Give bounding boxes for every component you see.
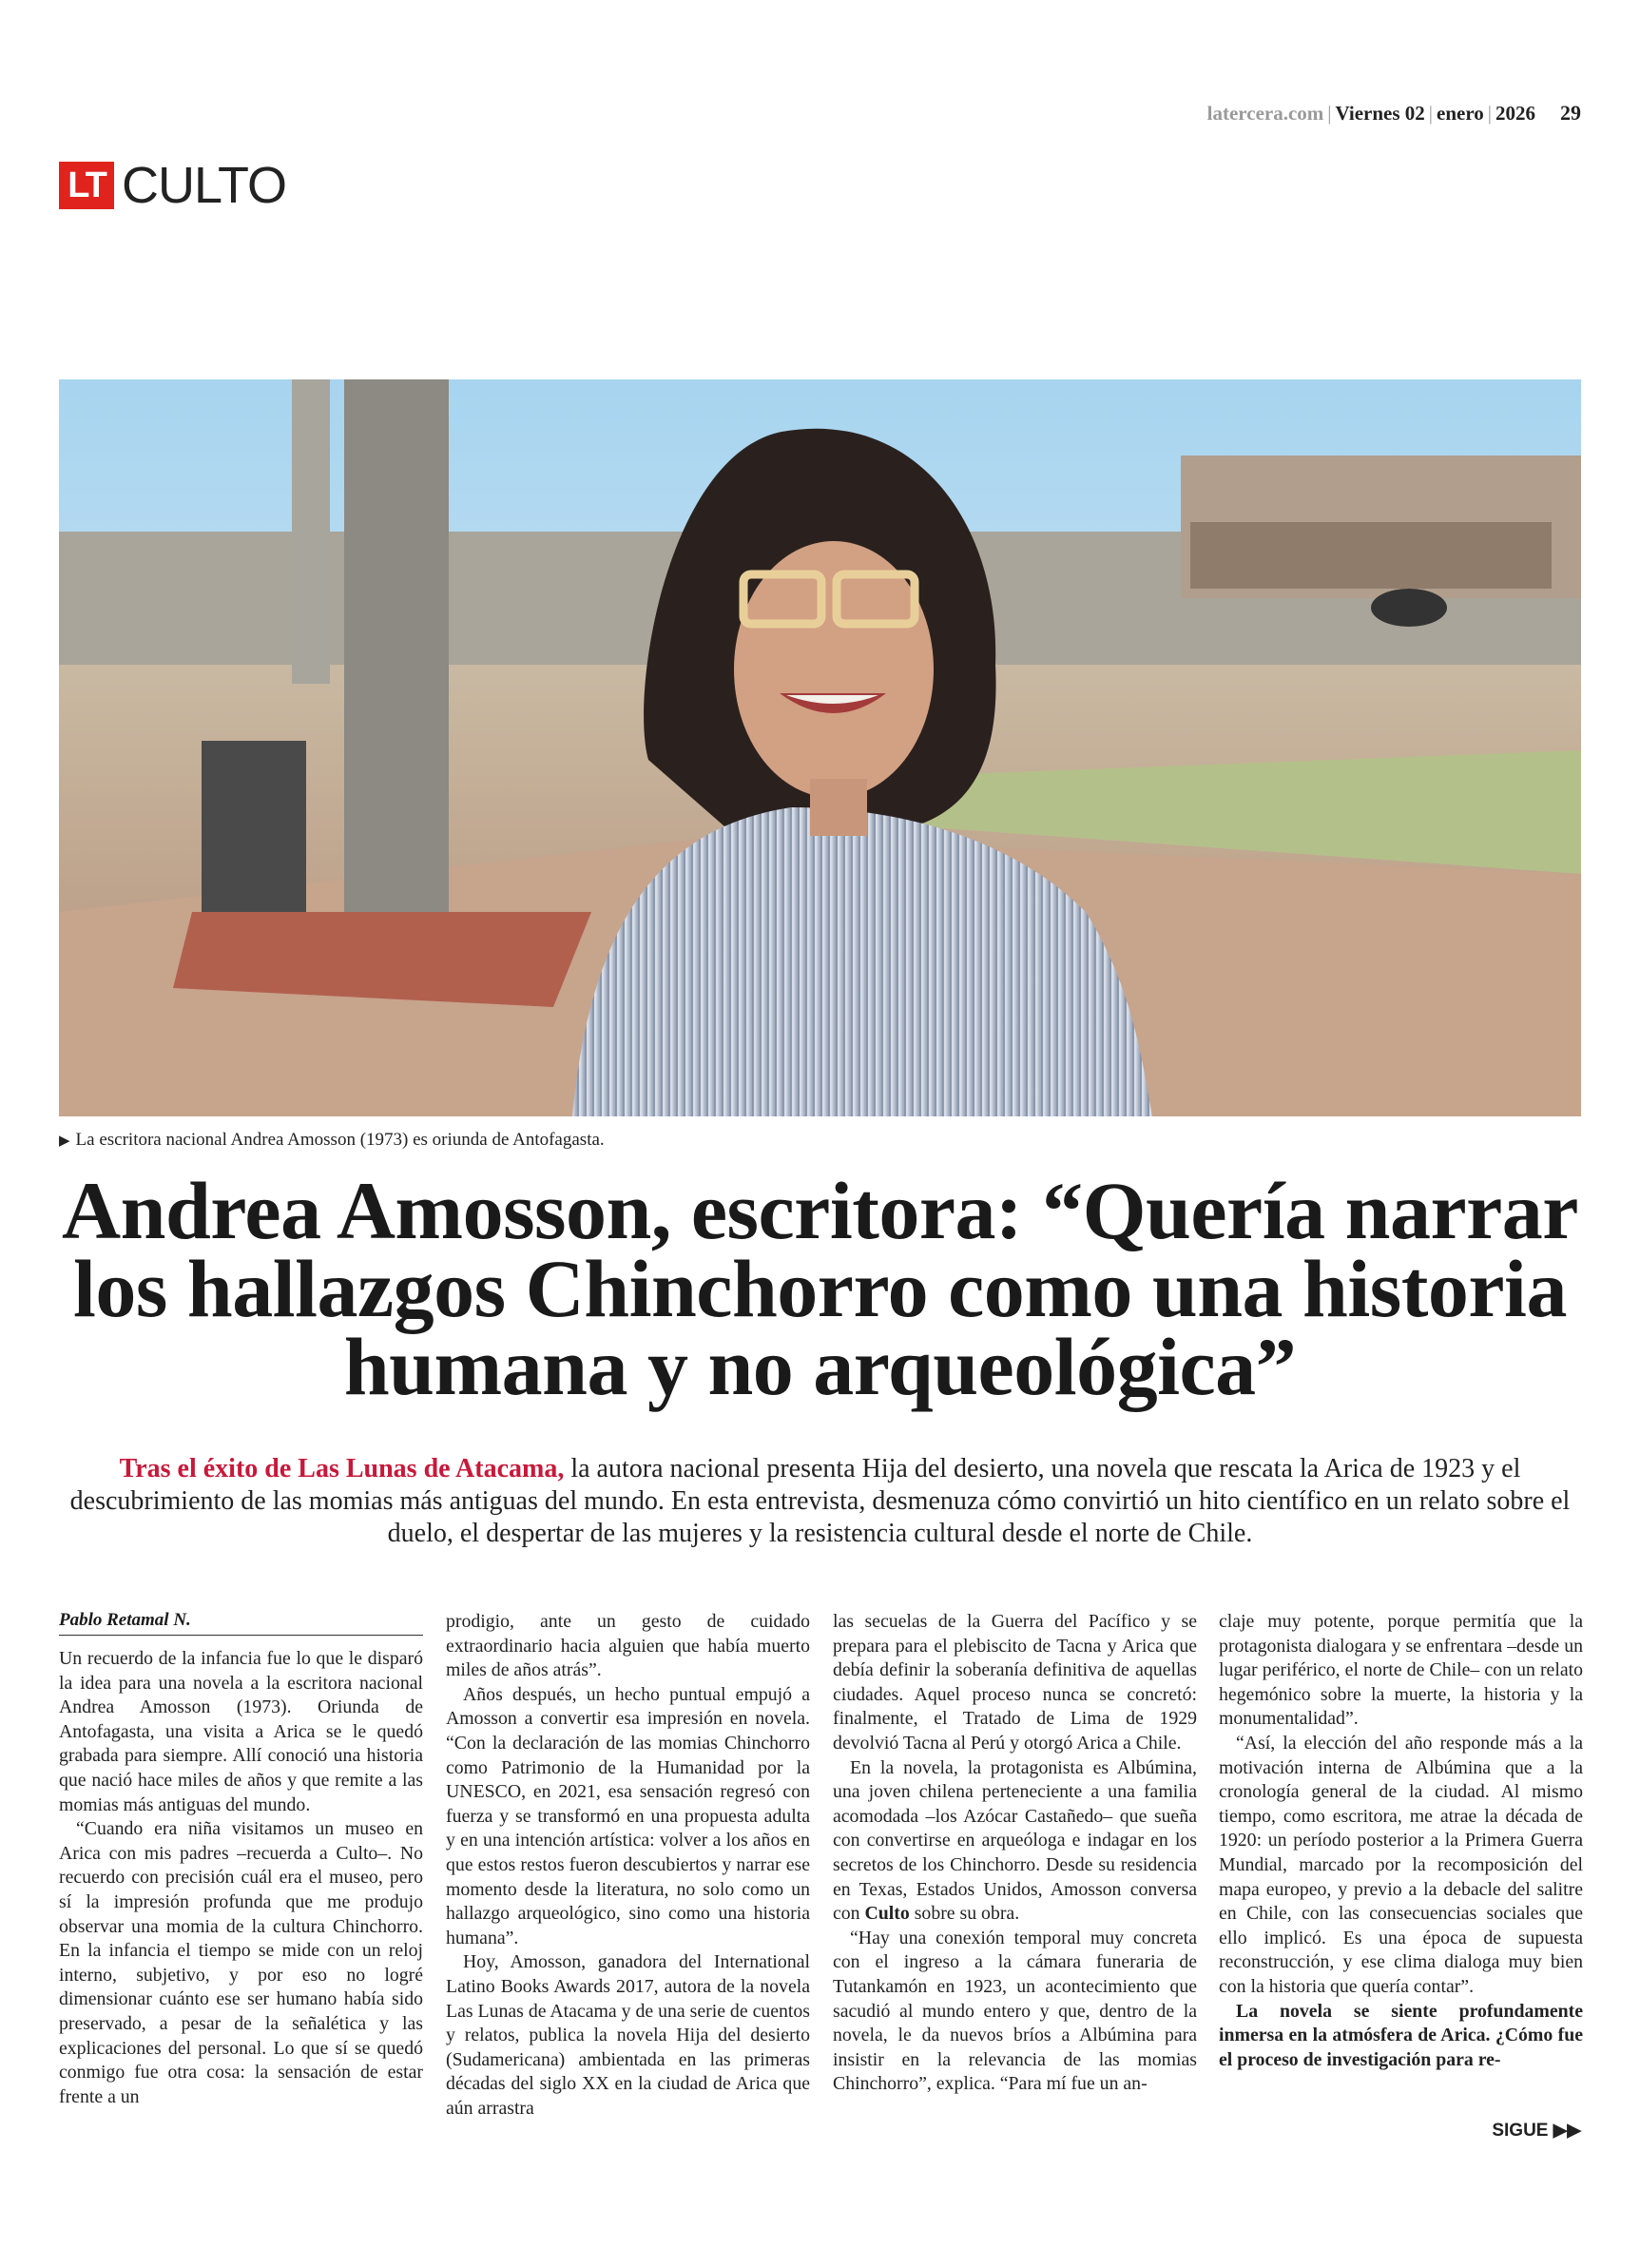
culto-mention: Culto [864,1903,910,1925]
photo-caption [59,1130,605,1151]
section-brand [59,157,287,214]
paragraph: Años después, un hecho puntual empujó a Amosson a convertir esa impresión en novela. “Con la declaración de las momias Chinchorro como Patrimonio de la Humanidad por la UNESCO, en 2021, esa sensación regresó con fuerza y se transformó en una propuesta adulta y en una intención artística: volver a los años en que estos restos fueron descubiertos y narrar ese momento desde la literatura, no solo como un hallazgo arqueológico, sino como una historia humana”. [446,1683,810,1948]
paragraph: Hoy, Amosson, ganadora del International Latino Books Awards 2017, autora de la novela Las Lunas de Atacama y de una serie de cuentos y relatos, publica la novela Hija del desierto (Sudamericana) ambientada en las primeras décadas del siglo XX en la ciudad de Arica que aún arrastra [446,1951,810,2119]
body-column-3 [833,1610,1197,2097]
paragraph [833,1756,1197,1927]
page-number: 29 [1560,101,1581,125]
paragraph-text: sobre su obra. [909,1903,1020,1925]
header-year: 2026 [1495,102,1535,125]
header-month: enero [1437,102,1484,125]
caption-text: La escritora nacional Andrea Amosson (1973) es oriunda de Antofagasta. [75,1130,605,1150]
body-column-1 [59,1647,423,2109]
byline: Pablo Retamal N. [59,1610,423,1636]
paragraph: prodigio, ante un gesto de cuidado extraordinario hacia alguien que había muerto miles de años atrás”. [446,1611,810,1681]
caption-marker-icon: ▶ [59,1134,70,1149]
deck-highlight: Tras el éxito de Las Lunas de Atacama, [119,1454,565,1483]
author-photo [59,379,1581,1116]
paragraph: Un recuerdo de la infancia fue lo que le disparó la idea para una novela a la escritora nacional Andrea Amosson (1973). Oriunda de Antofagasta, una visita a Arica se le quedó grabada para siempre. Allí conoció una historia que nació hace miles de años y que remite a las momias más antiguas del mundo. [59,1648,423,1815]
paragraph: “Así, la elección del año responde más a la motivación interna de Albúmina que a la cronología general de la ciudad. Al mismo tiempo, como escritora, me atrae la década de 1920: un período posterior a la Primera Guerra Mundial, marcado por la recomposición del mapa europeo, y previo a la debacle del salitre en Chile, con las consecuencias sociales que ello implicó. Es una época de supuesta reconstrucción, y ese clima dialoga muy bien con la historia que quería contar”. [1219,1732,1583,1997]
deck [59,1453,1581,1550]
section-title: CULTO [122,157,287,214]
paragraph: “Cuando era niña visitamos un museo en Arica con mis padres –recuerda a Culto–. No recuerdo con precisión cuál era el museo, pero sí la impresión profunda que me produjo observar una momia de la cultura Chinchorro. En la infancia el tiempo se mide con un reloj interno, subjetivo, y por eso no logré dimensionar cuánto ese ser humano había sido preservado, a pesar de la señalética y las explicaciones del personal. Lo que sí se quedó conmigo fue otra cosa: la sensación de estar frente a un [59,1818,423,2107]
interview-question: La novela se siente profundamente inmersa en la atmósfera de Arica. ¿Cómo fue el proceso de investigación para re- [1219,2000,1583,2070]
header-day: Viernes 02 [1335,102,1425,125]
paragraph-text: En la novela, la protagonista es Albúmina, una joven chilena perteneciente a una familia acomodada –los Azócar Castañedo– que sueña con convertirse en arqueóloga e indagar en los secretos de los Chinchorro. Desde su residencia en Texas, Estados Unidos, Amosson conversa con [833,1756,1197,1925]
paragraph: claje muy potente, porque permitía que la protagonista dialogara y se enfrentara –desde un lugar periférico, el norte de Chile– con un relato hegemónico sobre la muerte, la historia y la monumentalidad”. [1219,1611,1583,1730]
page-header: latercera.com | Viernes 02 | enero | 2026 29 [1206,101,1581,125]
lt-logo: LT [59,162,114,209]
headline: Andrea Amosson, escritora: “Quería narrar los hallazgos Chinchorro como una historia humana y no arqueológica” [62,1165,1578,1412]
body-column-2 [446,1610,810,2121]
site-name[interactable]: latercera.com [1206,102,1324,125]
photo-illustration [59,379,1581,1116]
paragraph: las secuelas de la Guerra del Pacífico y se prepara para el plebiscito de Tacna y Arica que debía definir la soberanía definitiva de aquellas ciudades. Aquel proceso nunca se concretó: finalmente, el Tratado de Lima de 1929 devolvió Tacna al Perú y otorgó Arica a Chile. [833,1611,1197,1754]
continue-label[interactable]: SIGUE ▶▶ [1492,2121,1581,2141]
deck-text: la autora nacional presenta Hija del desierto, una novela que rescata la Arica de 1923 y el descubrimiento de las momias más antiguas del mundo. En esta entrevista, desmenuza cómo convirtió un hito científico en un relato sobre el duelo, el despertar de las mujeres y la resistencia cultural desde el norte de Chile. [69,1454,1571,1548]
body-column-4 [1219,1610,1583,2072]
paragraph: “Hay una conexión temporal muy concreta con el ingreso a la cámara funeraria de Tutankamón en 1923, un acontecimiento que sacudió al mundo entero y que, dentro de la novela, le da nuevos bríos a Albúmina para insistir en la relevancia de las momias Chinchorro”, explica. “Para mí fue un an- [833,1927,1197,2095]
